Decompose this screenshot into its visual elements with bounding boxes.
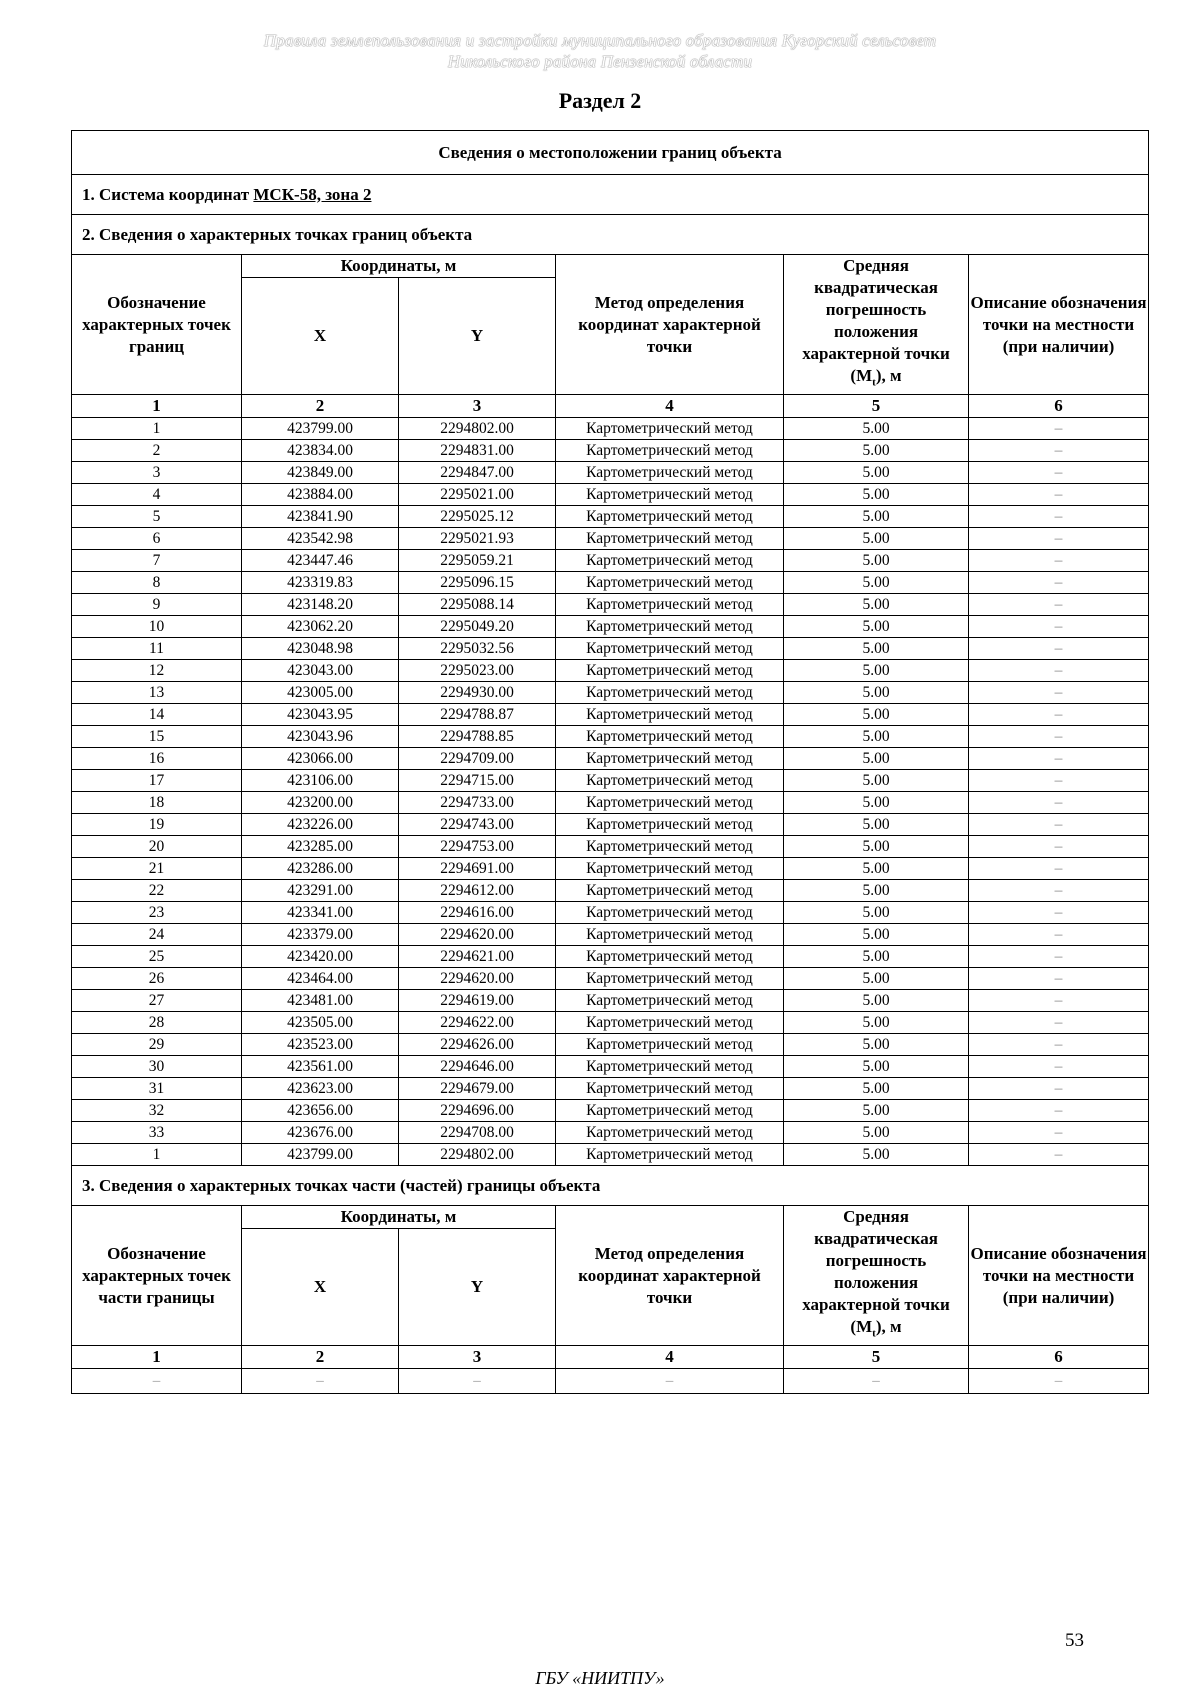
- coord-y: 2294753.00: [399, 836, 556, 858]
- part3-header-error: [784, 1206, 969, 1346]
- method: Картометрический метод: [556, 1144, 784, 1166]
- point-number: 1: [72, 1144, 242, 1166]
- page-number: 53: [1065, 1630, 1084, 1651]
- point-number: 3: [72, 462, 242, 484]
- part3-column-number: 3: [399, 1346, 556, 1369]
- error-value: 5.00: [784, 1034, 969, 1056]
- part2-point-row: [72, 506, 1149, 528]
- method: Картометрический метод: [556, 880, 784, 902]
- coord-y: 2294802.00: [399, 1144, 556, 1166]
- method: Картометрический метод: [556, 528, 784, 550]
- part2-point-row: [72, 858, 1149, 880]
- part2-column-number: 4: [556, 395, 784, 418]
- coord-x: 423286.00: [242, 858, 399, 880]
- point-number: 12: [72, 660, 242, 682]
- coord-y: 2295021.93: [399, 528, 556, 550]
- coord-y: 2295023.00: [399, 660, 556, 682]
- part3-header-designation: Обозначение характерных точек части границы: [72, 1206, 242, 1346]
- description: –: [969, 440, 1149, 462]
- method: Картометрический метод: [556, 440, 784, 462]
- coord-y: 2294616.00: [399, 902, 556, 924]
- point-number: 6: [72, 528, 242, 550]
- coord-y: 2294788.87: [399, 704, 556, 726]
- coord-x: 423048.98: [242, 638, 399, 660]
- coord-x: 423200.00: [242, 792, 399, 814]
- point-number: 16: [72, 748, 242, 770]
- part3-column-number: 5: [784, 1346, 969, 1369]
- point-number: 1: [72, 418, 242, 440]
- coord-system-prefix: 1. Система координат: [82, 184, 254, 204]
- method: Картометрический метод: [556, 418, 784, 440]
- error-value: 5.00: [784, 1078, 969, 1100]
- description: –: [969, 572, 1149, 594]
- method: Картометрический метод: [556, 506, 784, 528]
- point-number: 7: [72, 550, 242, 572]
- description: –: [969, 462, 1149, 484]
- coord-y: 2294743.00: [399, 814, 556, 836]
- error-value: 5.00: [784, 1056, 969, 1078]
- part2-header-coords: Координаты, м: [242, 255, 556, 278]
- table-caption: Сведения о местоположении границ объекта: [72, 131, 1149, 175]
- coord-x: 423561.00: [242, 1056, 399, 1078]
- part2-point-row: [72, 1078, 1149, 1100]
- part2-point-row: [72, 440, 1149, 462]
- part2-point-row: [72, 1122, 1149, 1144]
- part2-point-row: [72, 968, 1149, 990]
- coord-x: 423505.00: [242, 1012, 399, 1034]
- part2-column-number: 6: [969, 395, 1149, 418]
- coord-y: 2295049.20: [399, 616, 556, 638]
- description: –: [969, 902, 1149, 924]
- running-header-line1: Правила землепользования и застройки муниципального образования Кугорский сельсовет: [263, 31, 937, 50]
- method: Картометрический метод: [556, 594, 784, 616]
- part2-point-row: [72, 880, 1149, 902]
- error-value: 5.00: [784, 704, 969, 726]
- description: –: [969, 682, 1149, 704]
- section-title: Раздел 2: [558, 88, 642, 113]
- part2-header-designation: Обозначение характерных точек границ: [72, 255, 242, 395]
- coord-y: 2294612.00: [399, 880, 556, 902]
- error-value: 5.00: [784, 506, 969, 528]
- coord-y: 2294733.00: [399, 792, 556, 814]
- coord-y: –: [399, 1369, 556, 1394]
- part3-header-method: Метод определения координат характерной точки: [556, 1206, 784, 1346]
- method: Картометрический метод: [556, 638, 784, 660]
- method: Картометрический метод: [556, 1056, 784, 1078]
- part2-point-row: [72, 418, 1149, 440]
- part2-point-row: [72, 1034, 1149, 1056]
- running-header: [0, 30, 1200, 72]
- part3-header-coords: Координаты, м: [242, 1206, 556, 1229]
- point-number: 18: [72, 792, 242, 814]
- coord-y: 2294788.85: [399, 726, 556, 748]
- description: –: [969, 1122, 1149, 1144]
- coord-y: 2294802.00: [399, 418, 556, 440]
- coord-y: 2295096.15: [399, 572, 556, 594]
- description: –: [969, 528, 1149, 550]
- description: –: [969, 792, 1149, 814]
- part2-point-row: [72, 1144, 1149, 1166]
- coord-x: 423799.00: [242, 418, 399, 440]
- point-number: 13: [72, 682, 242, 704]
- coord-x: 423420.00: [242, 946, 399, 968]
- error-value: 5.00: [784, 1144, 969, 1166]
- description: –: [969, 660, 1149, 682]
- description: –: [969, 814, 1149, 836]
- coord-y: 2294930.00: [399, 682, 556, 704]
- description: –: [969, 924, 1149, 946]
- coord-x: 423005.00: [242, 682, 399, 704]
- part3-column-number: 2: [242, 1346, 399, 1369]
- part2-header-y: Y: [399, 278, 556, 395]
- coord-x: 423062.20: [242, 616, 399, 638]
- error-value: 5.00: [784, 616, 969, 638]
- point-number: 31: [72, 1078, 242, 1100]
- error-value: 5.00: [784, 836, 969, 858]
- coord-y: 2294696.00: [399, 1100, 556, 1122]
- part2-point-row: [72, 616, 1149, 638]
- part2-column-number: 5: [784, 395, 969, 418]
- description: –: [969, 858, 1149, 880]
- part2-point-row: [72, 946, 1149, 968]
- method: Картометрический метод: [556, 1100, 784, 1122]
- part2-header-method: Метод определения координат характерной точки: [556, 255, 784, 395]
- point-number: 21: [72, 858, 242, 880]
- description: –: [969, 990, 1149, 1012]
- coord-system-value: МСК-58, зона 2: [253, 184, 372, 204]
- description: –: [969, 704, 1149, 726]
- method: Картометрический метод: [556, 924, 784, 946]
- coord-x: –: [242, 1369, 399, 1394]
- part2-point-row: [72, 704, 1149, 726]
- error-value: 5.00: [784, 550, 969, 572]
- part2-point-row: [72, 1100, 1149, 1122]
- coord-x: 423447.46: [242, 550, 399, 572]
- part2-point-row: [72, 792, 1149, 814]
- error-value: 5.00: [784, 968, 969, 990]
- coord-y: 2294619.00: [399, 990, 556, 1012]
- point-number: 30: [72, 1056, 242, 1078]
- running-header-line2: Никольского района Пензенской области: [447, 52, 753, 71]
- part2-point-row: [72, 682, 1149, 704]
- description: –: [969, 506, 1149, 528]
- method: Картометрический метод: [556, 1012, 784, 1034]
- error-value: 5.00: [784, 418, 969, 440]
- footer: ГБУ «НИИТПУ»: [535, 1668, 665, 1688]
- part2-point-row: [72, 594, 1149, 616]
- point-number: 20: [72, 836, 242, 858]
- description: –: [969, 748, 1149, 770]
- method: Картометрический метод: [556, 814, 784, 836]
- description: –: [969, 968, 1149, 990]
- coord-y: 2294621.00: [399, 946, 556, 968]
- coord-y: 2295025.12: [399, 506, 556, 528]
- error-value: 5.00: [784, 946, 969, 968]
- error-value: 5.00: [784, 880, 969, 902]
- part2-header-x: X: [242, 278, 399, 395]
- part3-title: 3. Сведения о характерных точках части (частей) границы объекта: [72, 1166, 1149, 1206]
- coord-y: 2294620.00: [399, 968, 556, 990]
- point-number: 9: [72, 594, 242, 616]
- coord-x: 423799.00: [242, 1144, 399, 1166]
- description: –: [969, 550, 1149, 572]
- description: –: [969, 1012, 1149, 1034]
- description: –: [969, 638, 1149, 660]
- coord-x: 423148.20: [242, 594, 399, 616]
- point-number: 33: [72, 1122, 242, 1144]
- point-number: 14: [72, 704, 242, 726]
- coord-x: 423043.00: [242, 660, 399, 682]
- part3-header-y: Y: [399, 1229, 556, 1346]
- part2-column-number: 3: [399, 395, 556, 418]
- coord-x: 423841.90: [242, 506, 399, 528]
- coord-x: 423043.95: [242, 704, 399, 726]
- method: Картометрический метод: [556, 484, 784, 506]
- coord-y: 2294626.00: [399, 1034, 556, 1056]
- coord-y: 2295021.00: [399, 484, 556, 506]
- error-value: 5.00: [784, 1100, 969, 1122]
- part2-point-row: [72, 748, 1149, 770]
- point-number: 19: [72, 814, 242, 836]
- error-value: 5.00: [784, 660, 969, 682]
- part3-header-x: X: [242, 1229, 399, 1346]
- coord-x: 423849.00: [242, 462, 399, 484]
- description: –: [969, 946, 1149, 968]
- point-number: 22: [72, 880, 242, 902]
- coord-x: 423341.00: [242, 902, 399, 924]
- coord-y: 2295032.56: [399, 638, 556, 660]
- error-value: 5.00: [784, 440, 969, 462]
- part2-point-row: [72, 528, 1149, 550]
- description: –: [969, 1144, 1149, 1166]
- point-number: 17: [72, 770, 242, 792]
- part3-column-number: 6: [969, 1346, 1149, 1369]
- part3-column-number: 4: [556, 1346, 784, 1369]
- part3-point-row: [72, 1369, 1149, 1394]
- coord-x: 423291.00: [242, 880, 399, 902]
- coord-y: 2294847.00: [399, 462, 556, 484]
- method: –: [556, 1369, 784, 1394]
- description: –: [969, 770, 1149, 792]
- part2-point-row: [72, 924, 1149, 946]
- part2-title: 2. Сведения о характерных точках границ объекта: [72, 215, 1149, 255]
- part2-point-row: [72, 572, 1149, 594]
- part2-point-row: [72, 902, 1149, 924]
- error-value: 5.00: [784, 638, 969, 660]
- point-number: 4: [72, 484, 242, 506]
- description: –: [969, 726, 1149, 748]
- part2-point-row: [72, 550, 1149, 572]
- point-number: 2: [72, 440, 242, 462]
- coord-y: 2295088.14: [399, 594, 556, 616]
- error-value: 5.00: [784, 792, 969, 814]
- boundary-table: [71, 130, 1149, 1394]
- part2-point-row: [72, 1056, 1149, 1078]
- coord-x: 423834.00: [242, 440, 399, 462]
- method: Картометрический метод: [556, 1122, 784, 1144]
- point-number: 28: [72, 1012, 242, 1034]
- point-number: 15: [72, 726, 242, 748]
- method: Картометрический метод: [556, 968, 784, 990]
- part2-point-row: [72, 1012, 1149, 1034]
- error-value: 5.00: [784, 902, 969, 924]
- point-number: 32: [72, 1100, 242, 1122]
- error-value: 5.00: [784, 726, 969, 748]
- error-value: 5.00: [784, 572, 969, 594]
- coord-y: 2294679.00: [399, 1078, 556, 1100]
- part2-header-error-text: Средняя квадратическая погрешность положения характерной точки $(M_t)$, м: [802, 256, 950, 389]
- error-value: 5.00: [784, 484, 969, 506]
- description: –: [969, 1369, 1149, 1394]
- point-number: 5: [72, 506, 242, 528]
- coord-x: 423379.00: [242, 924, 399, 946]
- error-value: –: [784, 1369, 969, 1394]
- coord-x: 423656.00: [242, 1100, 399, 1122]
- part2-point-row: [72, 726, 1149, 748]
- point-number: 10: [72, 616, 242, 638]
- part2-header-error: [784, 255, 969, 395]
- coord-y: 2294691.00: [399, 858, 556, 880]
- method: Картометрический метод: [556, 1034, 784, 1056]
- coord-x: 423523.00: [242, 1034, 399, 1056]
- coord-x: 423481.00: [242, 990, 399, 1012]
- part3-column-number: 1: [72, 1346, 242, 1369]
- error-value: 5.00: [784, 1012, 969, 1034]
- coord-x: 423066.00: [242, 748, 399, 770]
- method: Картометрический метод: [556, 902, 784, 924]
- coord-y: 2295059.21: [399, 550, 556, 572]
- coord-x: 423319.83: [242, 572, 399, 594]
- point-number: 24: [72, 924, 242, 946]
- description: –: [969, 1078, 1149, 1100]
- description: –: [969, 484, 1149, 506]
- part2-column-number: 2: [242, 395, 399, 418]
- part2-point-row: [72, 836, 1149, 858]
- method: Картометрический метод: [556, 550, 784, 572]
- point-number: 26: [72, 968, 242, 990]
- error-value: 5.00: [784, 1122, 969, 1144]
- description: –: [969, 616, 1149, 638]
- part2-point-row: [72, 462, 1149, 484]
- coord-y: 2294622.00: [399, 1012, 556, 1034]
- method: Картометрический метод: [556, 616, 784, 638]
- point-number: 11: [72, 638, 242, 660]
- method: Картометрический метод: [556, 792, 784, 814]
- description: –: [969, 1034, 1149, 1056]
- coord-y: 2294646.00: [399, 1056, 556, 1078]
- point-number: 29: [72, 1034, 242, 1056]
- part2-point-row: [72, 814, 1149, 836]
- coord-x: 423464.00: [242, 968, 399, 990]
- coord-y: 2294708.00: [399, 1122, 556, 1144]
- point-number: 8: [72, 572, 242, 594]
- coord-x: 423043.96: [242, 726, 399, 748]
- coord-y: 2294709.00: [399, 748, 556, 770]
- point-number: 27: [72, 990, 242, 1012]
- coord-x: 423106.00: [242, 770, 399, 792]
- point-number: 25: [72, 946, 242, 968]
- method: Картометрический метод: [556, 858, 784, 880]
- method: Картометрический метод: [556, 704, 784, 726]
- error-value: 5.00: [784, 770, 969, 792]
- error-value: 5.00: [784, 748, 969, 770]
- coord-x: 423542.98: [242, 528, 399, 550]
- coord-system-row: [72, 175, 1149, 215]
- error-value: 5.00: [784, 682, 969, 704]
- description: –: [969, 836, 1149, 858]
- error-value: 5.00: [784, 990, 969, 1012]
- method: Картометрический метод: [556, 682, 784, 704]
- part2-point-row: [72, 990, 1149, 1012]
- method: Картометрический метод: [556, 660, 784, 682]
- coord-y: 2294620.00: [399, 924, 556, 946]
- method: Картометрический метод: [556, 770, 784, 792]
- error-value: 5.00: [784, 594, 969, 616]
- part2-point-row: [72, 484, 1149, 506]
- method: Картометрический метод: [556, 1078, 784, 1100]
- description: –: [969, 1100, 1149, 1122]
- coord-x: 423884.00: [242, 484, 399, 506]
- coord-x: 423226.00: [242, 814, 399, 836]
- coord-x: 423285.00: [242, 836, 399, 858]
- part3-header-error-text: Средняя квадратическая погрешность положения характерной точки $(M_t)$, м: [802, 1207, 950, 1340]
- method: Картометрический метод: [556, 990, 784, 1012]
- part2-header-description: Описание обозначения точки на местности (при наличии): [969, 255, 1149, 395]
- point-number: 23: [72, 902, 242, 924]
- method: Картометрический метод: [556, 946, 784, 968]
- part3-header-description: Описание обозначения точки на местности (при наличии): [969, 1206, 1149, 1346]
- part2-column-number: 1: [72, 395, 242, 418]
- point-number: –: [72, 1369, 242, 1394]
- part2-point-row: [72, 660, 1149, 682]
- description: –: [969, 594, 1149, 616]
- coord-y: 2294831.00: [399, 440, 556, 462]
- coord-x: 423623.00: [242, 1078, 399, 1100]
- description: –: [969, 418, 1149, 440]
- description: –: [969, 1056, 1149, 1078]
- method: Картометрический метод: [556, 748, 784, 770]
- description: –: [969, 880, 1149, 902]
- error-value: 5.00: [784, 462, 969, 484]
- error-value: 5.00: [784, 528, 969, 550]
- part2-point-row: [72, 638, 1149, 660]
- error-value: 5.00: [784, 814, 969, 836]
- method: Картометрический метод: [556, 726, 784, 748]
- coord-y: 2294715.00: [399, 770, 556, 792]
- error-value: 5.00: [784, 924, 969, 946]
- method: Картометрический метод: [556, 836, 784, 858]
- error-value: 5.00: [784, 858, 969, 880]
- method: Картометрический метод: [556, 462, 784, 484]
- coord-x: 423676.00: [242, 1122, 399, 1144]
- part2-point-row: [72, 770, 1149, 792]
- method: Картометрический метод: [556, 572, 784, 594]
